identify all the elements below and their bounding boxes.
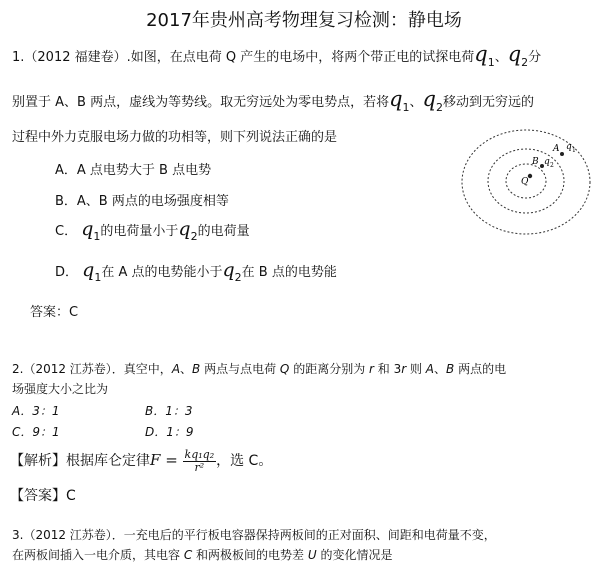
q3-line1: 3.（2012 江苏卷）．一充电后的平行板电容器保持两板间的正对面积、间距和电荷量不变， — [12, 528, 496, 542]
q2-option-d: D．1：9 — [145, 425, 194, 439]
q1-line1: 1.（2012 福建卷）.如图，在点电荷 Q 产生的电场中，将两个带正电的试探电荷$q_1$、$q_2$分 — [12, 42, 542, 69]
q2-option-a: A．3：1 — [12, 404, 60, 418]
equipotential-figure — [458, 124, 598, 238]
q1-answer: 答案：C — [30, 305, 79, 320]
q1-option-c: C． $q_1$的电荷量小于$q_2$的电荷量 — [55, 218, 250, 243]
label-q1: q — [566, 142, 572, 152]
label-A: A — [553, 144, 560, 154]
label-q2: q — [544, 157, 550, 167]
q2-symbol: q — [507, 42, 522, 66]
q2-line1: 2.（2012 江苏卷）．真空中，A、B 两点与点电荷 Q 的距离分别为 r 和 3r 则 A、B 两点的电 — [12, 362, 507, 376]
q1-option-a: A．A 点电势大于 B 点电势 — [55, 163, 212, 178]
q2-answer: 【答案】C — [10, 488, 76, 504]
q2-option-c: C．9：1 — [12, 425, 60, 439]
q3-line2: 在两板间插入一电介质，其电容 C 和两极板间的电势差 U 的变化情况是 — [12, 548, 393, 562]
point-Q — [528, 174, 532, 178]
q1-option-b: B．A、B 两点的电场强度相等 — [55, 194, 229, 209]
label-q1-sub: 1 — [572, 147, 576, 154]
coulomb-fraction: $\frac{\text{kq₁q₂}}{\text{r²}}$ — [184, 447, 215, 474]
q2-option-b: B．1：3 — [145, 404, 193, 418]
page-title: 2017年贵州高考物理复习检测：静电场 — [146, 10, 462, 31]
q1-line3: 过程中外力克服电场力做的功相等，则下列说法正确的是 — [12, 130, 338, 145]
q2-analysis: 【解析】根据库仑定律F = $\frac{\text{kq₁q₂}}{\text{r²}}$ ，选 C。 — [10, 447, 273, 474]
label-Q: Q — [521, 177, 529, 187]
label-q2-sub: 2 — [550, 162, 554, 169]
q1-option-d: D． $q_1$在 A 点的电势能小于$q_2$在 B 点的电势能 — [55, 259, 337, 284]
q2-line2: 场强度大小之比为 — [12, 382, 109, 396]
q1-symbol: q — [474, 42, 488, 66]
q1-line2: 别置于 A、B 两点，虚线为等势线。取无穷远处为零电势点，若将$q_1$、$q_2$移动到无穷远的 — [12, 87, 535, 114]
point-A — [560, 152, 564, 156]
label-B: B — [532, 157, 539, 167]
